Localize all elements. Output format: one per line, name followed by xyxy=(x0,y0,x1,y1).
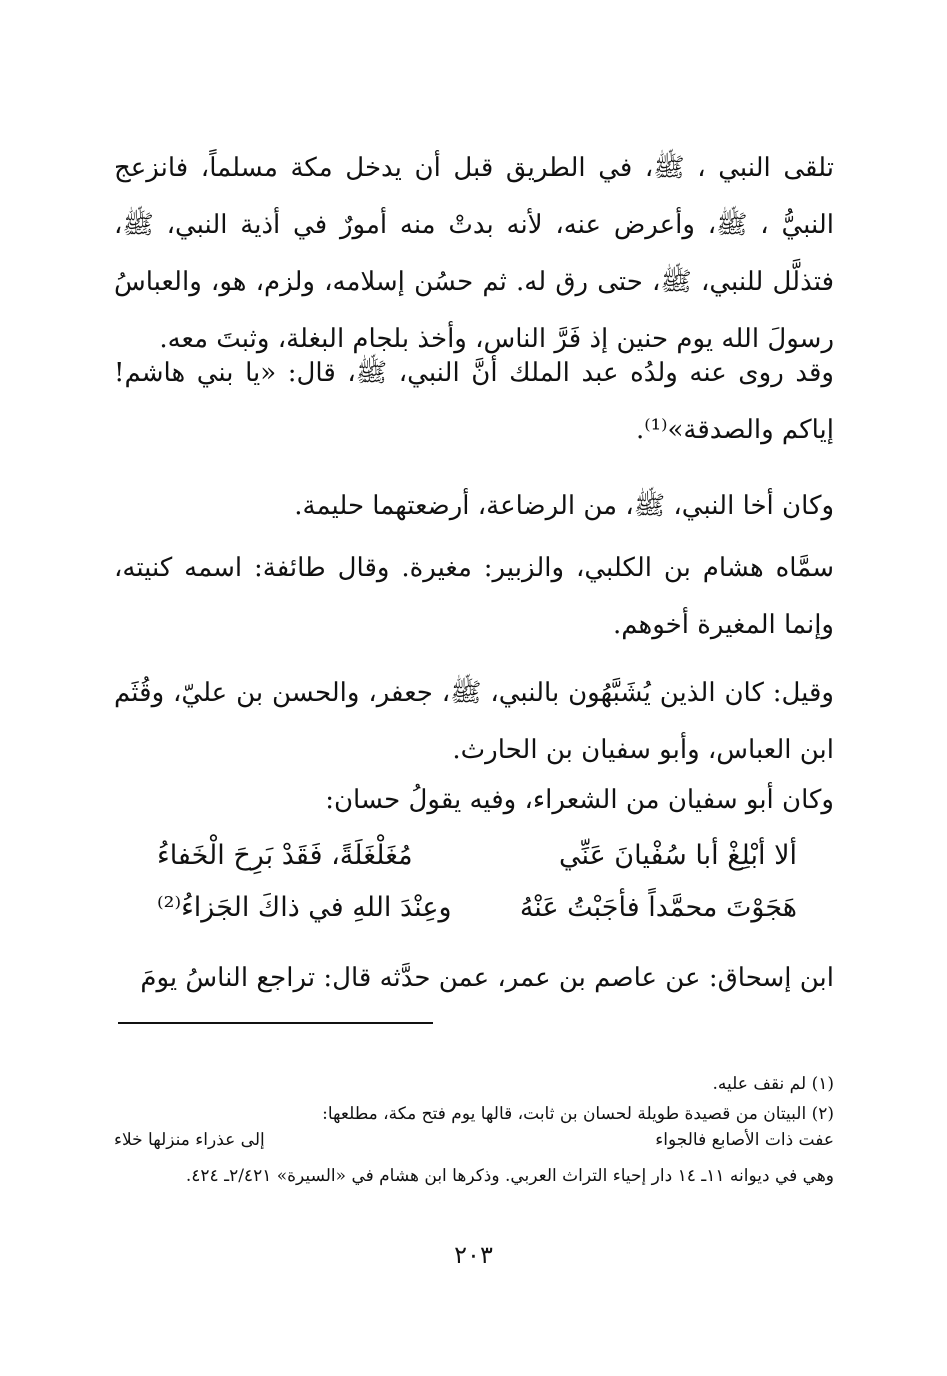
footnote-1: (١) لم نقف عليه. xyxy=(712,1074,834,1094)
verse-2-first-hemistich: هَجَوْتَ محمَّداً فأجَبْتُ عَنْهُ xyxy=(519,892,797,923)
verse-2-second-hemistich: وعِنْدَ اللهِ في ذاكَ الجَزاءُ⁽²⁾ xyxy=(157,892,452,923)
footnote-verse xyxy=(114,1130,834,1158)
page-number: ٢٠٣ xyxy=(454,1241,493,1269)
verse-1-first-hemistich: ألا أبْلِغْ أبا سُفْيانَ عَنِّي xyxy=(558,840,797,871)
paragraph-abu-sufyan-islam: تلقى النبي ، ﷺ، في الطريق قبل أن يدخل مكة مسلماً، فانزعج النبيُّ ، ﷺ، وأعرض عنه، لأنه بدتْ منه أمورٌ في أذية النبي، ﷺ، فتذلَّل للنبي، ﷺ، حتى رق له. ثم حسُن إسلامه، ولزم، هو، والعباسُ رسولَ الله يوم حنين إذ فَرَّ الناس، وأخذ بلجام البغلة، وثبتَ معه. xyxy=(114,153,834,354)
verse-line-1 xyxy=(157,840,797,890)
verse-1-second-hemistich: مُغَلْغَلَةً، فَقَدْ بَرِحَ الْخَفاءُ xyxy=(157,840,413,871)
footnote-separator xyxy=(118,1022,433,1024)
verse-line-2 xyxy=(157,892,797,942)
footnote-verse-second: إلى عذراء منزلها خلاء xyxy=(114,1130,265,1150)
paragraph-foster-brother: وكان أخا النبي، ﷺ، من الرضاعة، أرضعتهما حليمة. xyxy=(294,491,834,521)
paragraph-resemblance: وقيل: كان الذين يُشَبَّهُون بالنبي، ﷺ، جعفر، والحسن بن عليّ، وقُثَم ابن العباس، وأبو سفيان بن الحارث. xyxy=(114,678,834,765)
footnote-verse-first: عفت ذات الأصابع فالجواء xyxy=(655,1130,834,1150)
footnote-2: (٢) البيتان من قصيدة طويلة لحسان بن ثابت، قالها يوم فتح مكة، مطلعها: xyxy=(322,1104,834,1124)
footnote-source: وهي في ديوانه ١١ـ ١٤ دار إحياء التراث العربي. وذكرها ابن هشام في «السيرة» ٢/٤٢١ـ ٤٢٤. xyxy=(185,1166,834,1186)
paragraph-ibn-ishaq: ابن إسحاق: عن عاصم بن عمر، عمن حدَّثه قال: تراجع الناسُ يومَ xyxy=(140,963,834,993)
paragraph-sadaqah-hadith: وقد روى عنه ولدُه عبد الملك أنَّ النبي، ﷺ، قال: «يا بني هاشم! إياكم والصدقة»⁽¹⁾. xyxy=(114,358,834,445)
paragraph-naming: سمَّاه هشام بن الكلبي، والزبير: مغيرة. وقال طائفة: اسمه كنيته، وإنما المغيرة أخوهم. xyxy=(114,553,834,640)
paragraph-poet-intro: وكان أبو سفيان من الشعراء، وفيه يقولُ حسان: xyxy=(325,785,834,815)
